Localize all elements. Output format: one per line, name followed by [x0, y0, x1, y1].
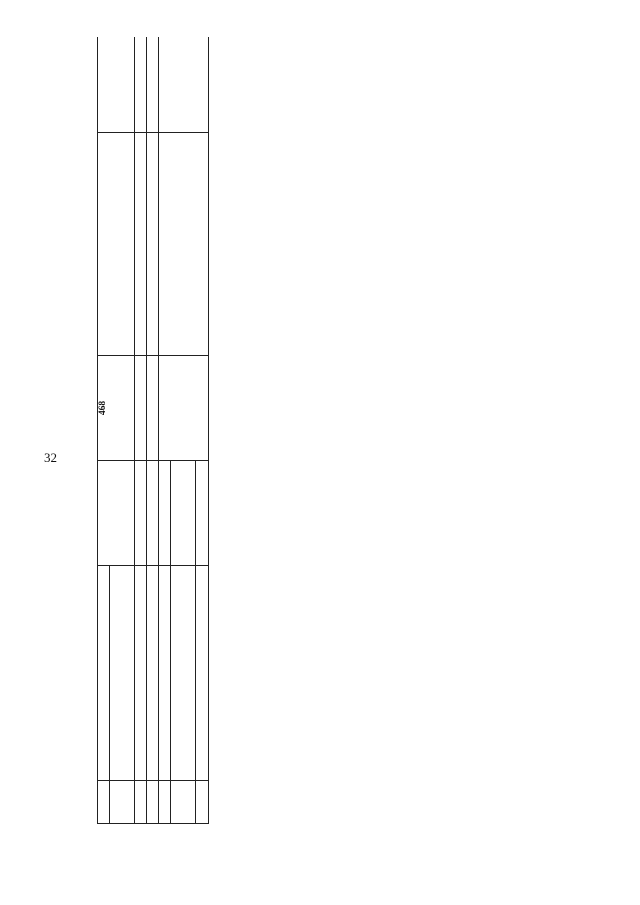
- hours-cell: [159, 356, 209, 461]
- row-duration: [196, 461, 209, 566]
- rotated-table-wrapper: [97, 37, 237, 824]
- practice-table: [97, 37, 209, 824]
- row-name: [171, 566, 196, 781]
- competencies-cell: [98, 37, 135, 133]
- empty-cell: [159, 133, 209, 356]
- row-name: [147, 566, 159, 781]
- competencies-empty-cell: [147, 37, 159, 133]
- row-duration: [147, 461, 159, 566]
- empty-cell: [135, 133, 147, 356]
- empty-cell: [147, 133, 159, 356]
- row-code: [135, 781, 147, 824]
- rotated-table-inner: [97, 37, 237, 824]
- row-duration: [171, 461, 196, 566]
- empty-cell: [98, 133, 135, 356]
- competencies-empty-cell: [159, 37, 209, 133]
- row-name: [98, 566, 110, 781]
- merged-duration: [98, 461, 135, 566]
- page-number: 32: [44, 450, 57, 465]
- row-code: [110, 781, 135, 824]
- table-row: [159, 37, 171, 824]
- row-duration: [159, 461, 171, 566]
- table-row: [147, 37, 159, 824]
- table-row: [135, 37, 147, 824]
- row-code: [159, 781, 171, 824]
- row-code: [98, 781, 110, 824]
- merged-hours: 468: [98, 356, 135, 461]
- row-name: [110, 566, 135, 781]
- row-duration: [135, 461, 147, 566]
- hours-cell: [135, 356, 147, 461]
- row-name: [159, 566, 171, 781]
- hours-cell: [147, 356, 159, 461]
- row-name: [135, 566, 147, 781]
- row-name: [196, 566, 209, 781]
- row-code: [196, 781, 209, 824]
- competencies-empty-cell: [135, 37, 147, 133]
- table-row: [98, 37, 110, 824]
- row-code: [147, 781, 159, 824]
- row-code: [171, 781, 196, 824]
